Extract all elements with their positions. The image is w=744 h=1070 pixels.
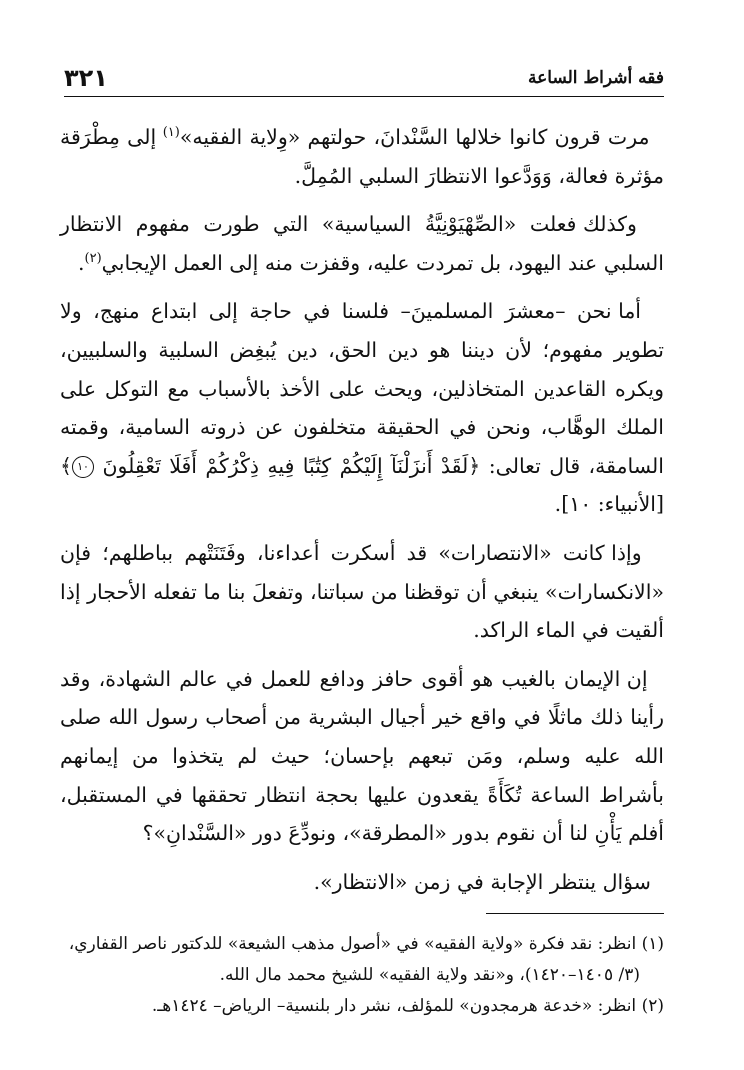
footnote-ref[interactable]: (٢) [84, 250, 102, 266]
paragraph [60, 205, 664, 282]
paragraph-text: سؤال ينتظر الإجابة في زمن «الانتظار». [313, 869, 651, 894]
footnote-divider [486, 913, 664, 914]
running-title: فقه أشراط الساعة [528, 68, 664, 88]
paragraph [60, 292, 664, 524]
footnote-text: انظر: «خدعة هرمجدون» للمؤلف، نشر دار بلنسية– الرياض– ١٤٢٤هـ. [151, 996, 637, 1016]
footnote [62, 929, 664, 991]
page-number: ٣٢١ [64, 64, 108, 92]
verse-number-marker: ١٠ [72, 456, 94, 478]
main-text [60, 118, 664, 901]
paragraph [60, 118, 664, 195]
paragraph [60, 660, 664, 853]
footnote-text: انظر: نقد فكرة «ولاية الفقيه» في «أصول مذهب الشيعة» للدكتور ناصر القفاري، [68, 934, 637, 954]
footnote-marker: (١) [641, 934, 664, 954]
paragraph-text: مرت قرون كانوا خلالها السَّنْدانَ، حولتهم «وِلاية الفقيه» [179, 125, 650, 149]
footnote [62, 991, 664, 1022]
footnote-text: (٣/ ١٤٠٥–١٤٢٠)، و«نقد ولاية الفقيه» للشيخ محمد مال الله. [219, 965, 640, 985]
paragraph-text: وإذا كانت «الانتصارات» قد أسكرت أعداءنا، وفَتَنَتْهم بباطلهم؛ فإن «الانكسارات» ينبغي أن توقظنا من سباتنا، وتفعلَ بنا ما تفعله الأحجار إذا ألقيت في الماء الراكد. [60, 540, 664, 643]
page-header [64, 62, 664, 97]
paragraph [60, 863, 664, 902]
paragraph-text: أما نحن –معشرَ المسلمينَ– فلسنا في حاجة إلى ابتداع منهج، ولا تطوير مفهوم؛ لأن ديننا هو دين الحق، دين يُبغِض السلبية والسلبيين، ويكره القاعدين المتخاذلين، ويحث على الأخذ بالأسباب مع التوكل على الملك الوهَّاب، ونحن في الحقيقة متخلفون عن ذروته السامية، وقمته السامقة، قال تعالى: ﴿لَقَدْ أَنزَلْنَآ إِلَيْكُمْ كِتَٰبًا فِيهِ ذِكْرُكُمْ أَفَلَا تَعْقِلُونَ [60, 299, 664, 478]
paragraph-text: إن الإيمان بالغيب هو أقوى حافز ودافع للعمل في عالم الشهادة، وقد رأينا ذلك ماثلًا في واقع خير أجيال البشرية من أصحاب رسول الله صلى الله عليه وسلم، ومَن تبعهم بإحسان؛ حيث لم يتخذوا من إيمانهم بأشراط الساعة تُكَأَةً يقعدون عليها بحجة انتظار تحققها في المستقبل، أفلم يَأْنِ لنا أن نقوم بدور «المطرقة»، ونودِّعَ دور «السَّنْدانِ»؟ [60, 666, 664, 846]
paragraph-text: . [78, 250, 85, 275]
footnote-ref[interactable]: (١) [162, 125, 180, 141]
verse-citation: ﴾ [الأنبياء: ١٠]. [60, 453, 664, 517]
paragraph [60, 534, 664, 650]
paragraph-text: وكذلك فعلت «الصِّهْيَوْنِيَّةُ السياسية» التي طورت مفهوم الانتظار السلبي عند اليهود، بل تمردت عليه، وقفزت منه إلى العمل الإيجابي [60, 212, 664, 275]
footnote-marker: (٢) [641, 996, 664, 1016]
footnotes [62, 929, 664, 1022]
paragraph-text: إلى مِطْرَقة مؤثرة فعالة، وَوَدَّعوا الانتظارَ السلبي المُمِلَّ. [60, 125, 664, 188]
